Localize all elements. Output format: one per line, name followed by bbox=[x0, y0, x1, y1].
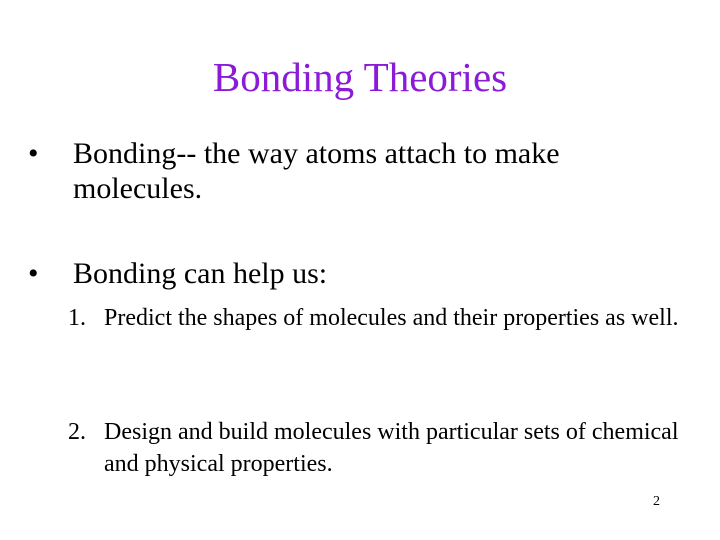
item-text: Design and build molecules with particular sets of chemical and physical properties. bbox=[104, 419, 679, 477]
bullet-text: Bonding can help us: bbox=[73, 257, 328, 290]
page-number: 2 bbox=[653, 494, 660, 509]
item-number: 2. bbox=[68, 419, 86, 445]
item-number: 1. bbox=[68, 305, 86, 331]
bullet-text: Bonding-- the way atoms attach to make molecules. bbox=[73, 137, 560, 205]
bullet-icon: • bbox=[28, 257, 39, 290]
bullet-icon: • bbox=[28, 137, 39, 170]
slide-title: Bonding Theories bbox=[212, 54, 508, 100]
item-text: Predict the shapes of molecules and their properties as well. bbox=[104, 305, 679, 331]
